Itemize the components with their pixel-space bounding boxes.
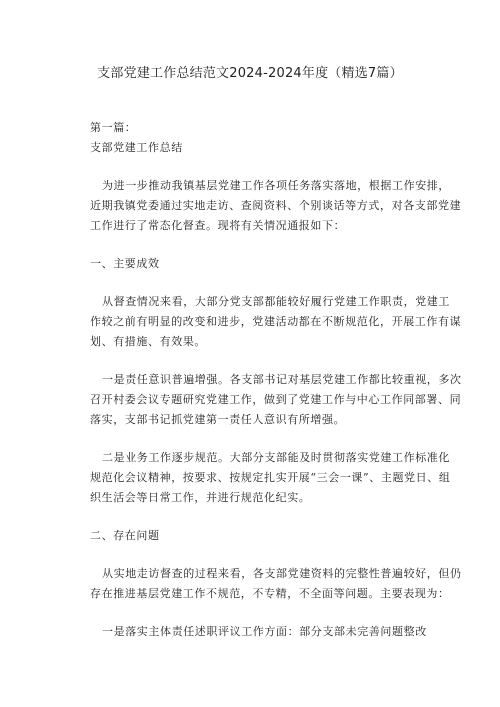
paragraph-line: 近期我镇党委通过实地走访、查阅资料、个别谈话等方式，对各支部党建 (90, 199, 462, 212)
paragraph-line: 织生活会等日常工作，并进行规范化纪实。 (90, 491, 311, 504)
paragraph-line: 从实地走访督查的过程来看，各支部党建资料的完整性普遍较好，但仍 (102, 567, 462, 580)
paragraph-line: 从督查情况来看，大部分党支部都能较好履行党建工作职责，党建工 (102, 295, 450, 308)
paragraph-line: 为进一步推动我镇基层党建工作各项任务落实落地，根据工作安排， (102, 179, 450, 192)
section-heading: 一、主要成效 (90, 257, 160, 270)
section1-paragraph-2 (90, 370, 462, 430)
paragraph-line: 二是业务工作逐步规范。大部分支部能及时贯彻落实党建工作标准化 (102, 451, 450, 464)
paragraph-line: 一是责任意识普遍增强。各支部书记对基层党建工作都比较重视，多次 (102, 373, 462, 386)
paragraph-line: 作较之前有明显的改变和进步，党建活动都在不断规范化，开展工作有谋 (90, 315, 462, 328)
paragraph-line: 落实，支部书记抓党建第一责任人意识有所增强。 (90, 413, 346, 426)
section1-paragraph-3 (90, 448, 451, 508)
section-heading: 二、存在问题 (90, 529, 160, 542)
document-title: 支部党建工作总结范文2024-2024年度（精选7篇） (97, 66, 403, 81)
intro-paragraph (90, 176, 462, 236)
paragraph-line: 存在推进基层党建工作不规范，不专精，不全面等问题。主要表现为： (90, 587, 450, 600)
paragraph-line: 划、有措施、有效果。 (90, 335, 206, 348)
paragraph-line: 工作进行了常态化督查。现将有关情况通报如下： (90, 219, 346, 232)
chapter-label: 第一篇： (90, 121, 137, 134)
section2-paragraph-1 (90, 564, 462, 604)
paragraph-line: 召开村委会议专题研究党建工作，做到了党建工作与中心工作同部署、同 (90, 393, 462, 406)
document-body (90, 118, 462, 642)
paragraph-line: 一是落实主体责任述职评议工作方面：部分支部未完善问题整改 (102, 625, 427, 638)
section2-paragraph-2 (90, 622, 427, 642)
section1-paragraph-1 (90, 292, 462, 352)
chapter-subtitle: 支部党建工作总结 (90, 141, 183, 154)
paragraph-line: 规范化会议精神，按要求、按规定扎实开展“三会一课”、主题党日、组 (90, 471, 451, 484)
